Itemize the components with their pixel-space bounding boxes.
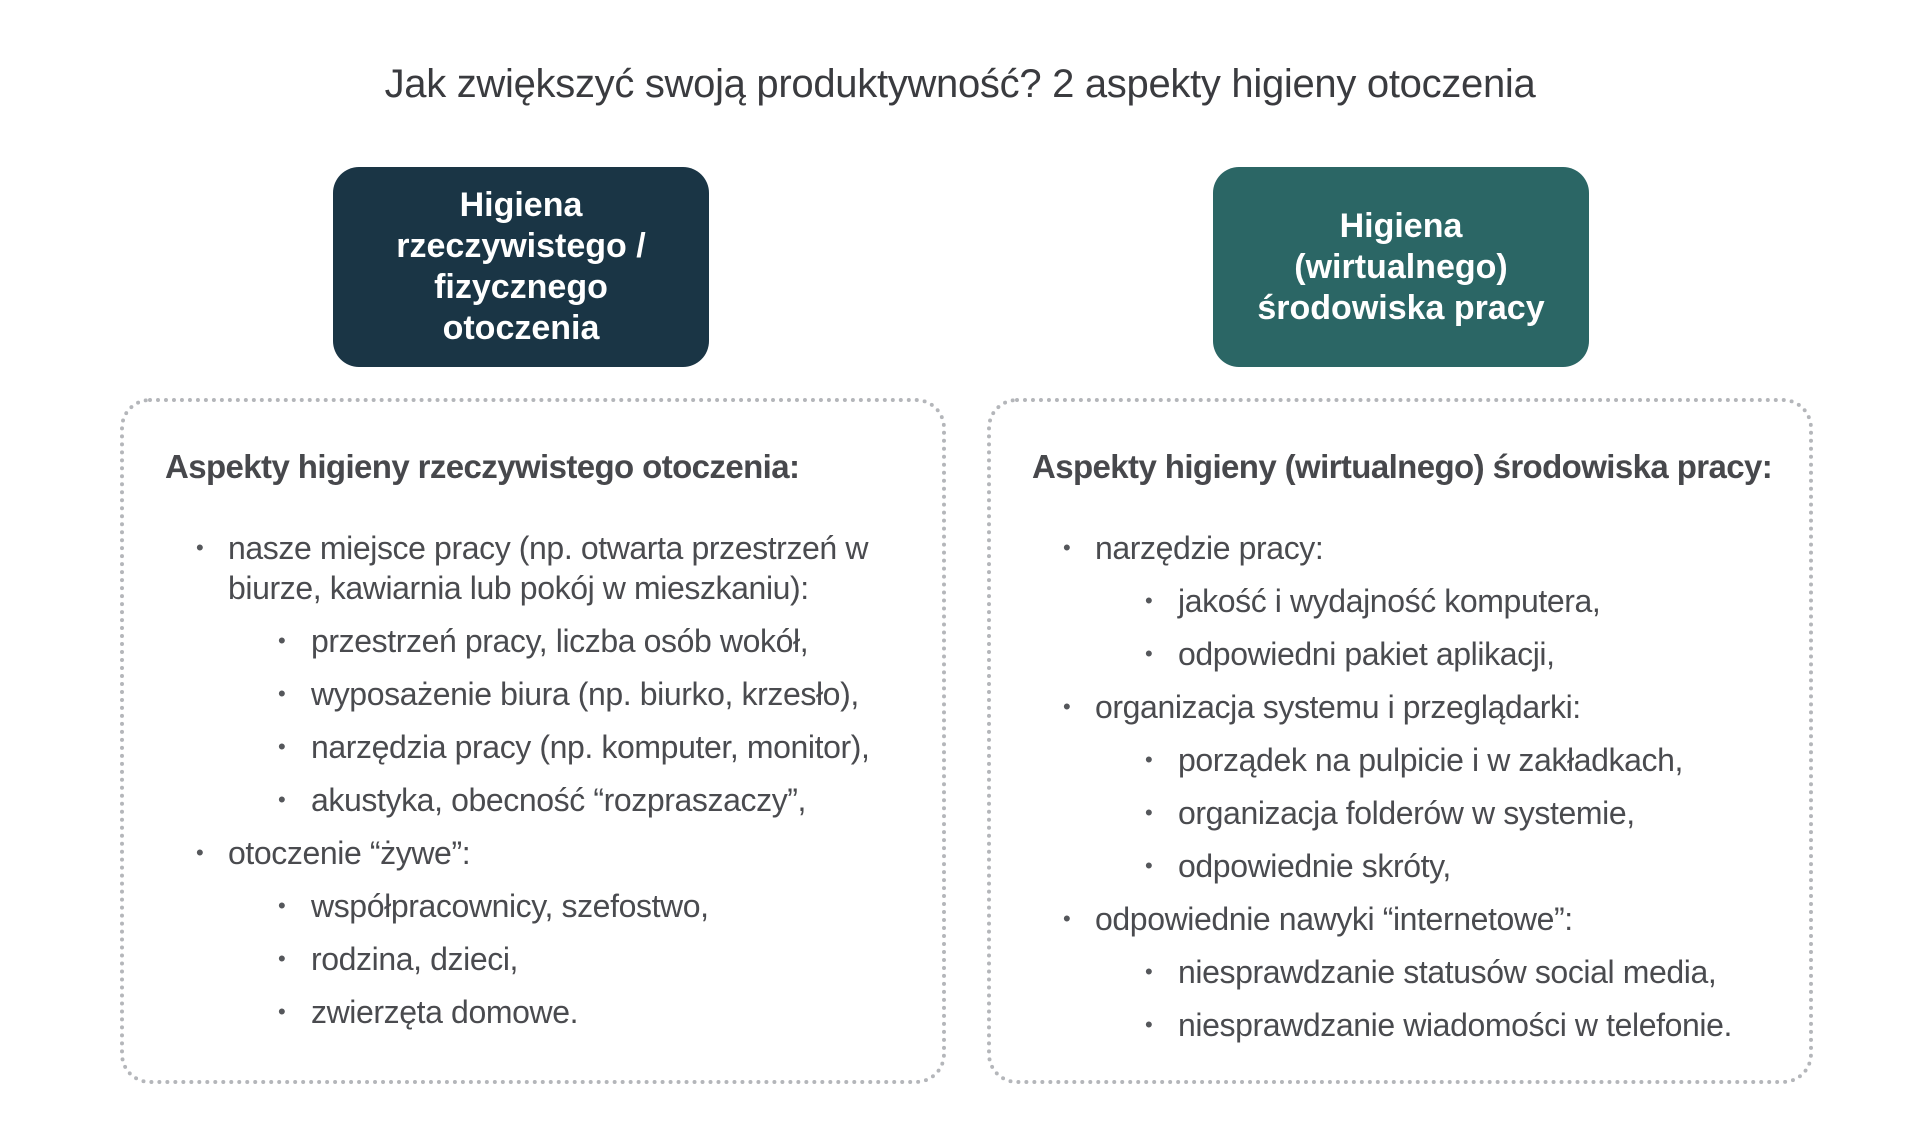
list-item-label: organizacja systemu i przeglądarki:	[1095, 689, 1581, 725]
physical-hygiene-header	[333, 167, 709, 367]
sub-list	[1095, 581, 1783, 674]
sub-list	[228, 621, 916, 820]
virtual-hygiene-header	[1213, 167, 1589, 367]
sub-list-item: • akustyka, obecność “rozpraszaczy”,	[228, 780, 916, 820]
header-line: środowiska pracy	[1257, 288, 1545, 327]
panel-heading: Aspekty higieny rzeczywistego otoczenia:	[165, 448, 800, 485]
sub-list-item: • jakość i wydajność komputera,	[1095, 581, 1783, 621]
sub-list-item: • porządek na pulpicie i w zakładkach,	[1095, 740, 1783, 780]
sub-list-item: • rodzina, dzieci,	[228, 939, 916, 979]
page-title: Jak zwiększyć swoją produktywność? 2 aspekty higieny otoczenia	[384, 62, 1536, 106]
sub-list-item: • niesprawdzanie statusów social media,	[1095, 952, 1783, 992]
list-item	[1063, 687, 1783, 886]
list-item-label: odpowiednie nawyki “internetowe”:	[1095, 901, 1573, 937]
header-line: rzeczywistego /	[396, 227, 646, 265]
sub-list-item: • przestrzeń pracy, liczba osób wokół,	[228, 621, 916, 661]
sub-list-item: • narzędzia pracy (np. komputer, monitor),	[228, 727, 916, 767]
header-line: otoczenia	[442, 309, 600, 347]
sub-list-item: • niesprawdzanie wiadomości w telefonie.	[1095, 1005, 1783, 1045]
sub-list	[228, 886, 916, 1032]
virtual-aspects-panel	[987, 398, 1813, 1084]
list-item	[1063, 528, 1783, 674]
physical-aspects-panel	[120, 398, 946, 1084]
list-item	[196, 833, 916, 1032]
list-item-label: nasze miejsce pracy (np. otwarta przestrzeń w biurze, kawiarnia lub pokój w mieszkaniu):	[228, 530, 869, 606]
aspects-list	[196, 528, 916, 1045]
sub-list	[1095, 952, 1783, 1045]
list-item-label: narzędzie pracy:	[1095, 530, 1324, 566]
aspects-list	[1063, 528, 1783, 1058]
panel-heading: Aspekty higieny (wirtualnego) środowiska pracy:	[1032, 448, 1773, 485]
list-item-label: otoczenie “żywe”:	[228, 835, 471, 871]
list-item	[1063, 899, 1783, 1045]
list-item	[196, 528, 916, 820]
header-line: Higiena	[459, 186, 583, 224]
sub-list-item: • organizacja folderów w systemie,	[1095, 793, 1783, 833]
header-line: fizycznego	[434, 268, 608, 306]
sub-list-item: • zwierzęta domowe.	[228, 992, 916, 1032]
header-line: (wirtualnego)	[1294, 247, 1508, 286]
header-line: Higiena	[1339, 206, 1463, 245]
sub-list-item: • współpracownicy, szefostwo,	[228, 886, 916, 926]
sub-list-item: • wyposażenie biura (np. biurko, krzesło),	[228, 674, 916, 714]
sub-list-item: • odpowiednie skróty,	[1095, 846, 1783, 886]
sub-list-item: • odpowiedni pakiet aplikacji,	[1095, 634, 1783, 674]
sub-list	[1095, 740, 1783, 886]
